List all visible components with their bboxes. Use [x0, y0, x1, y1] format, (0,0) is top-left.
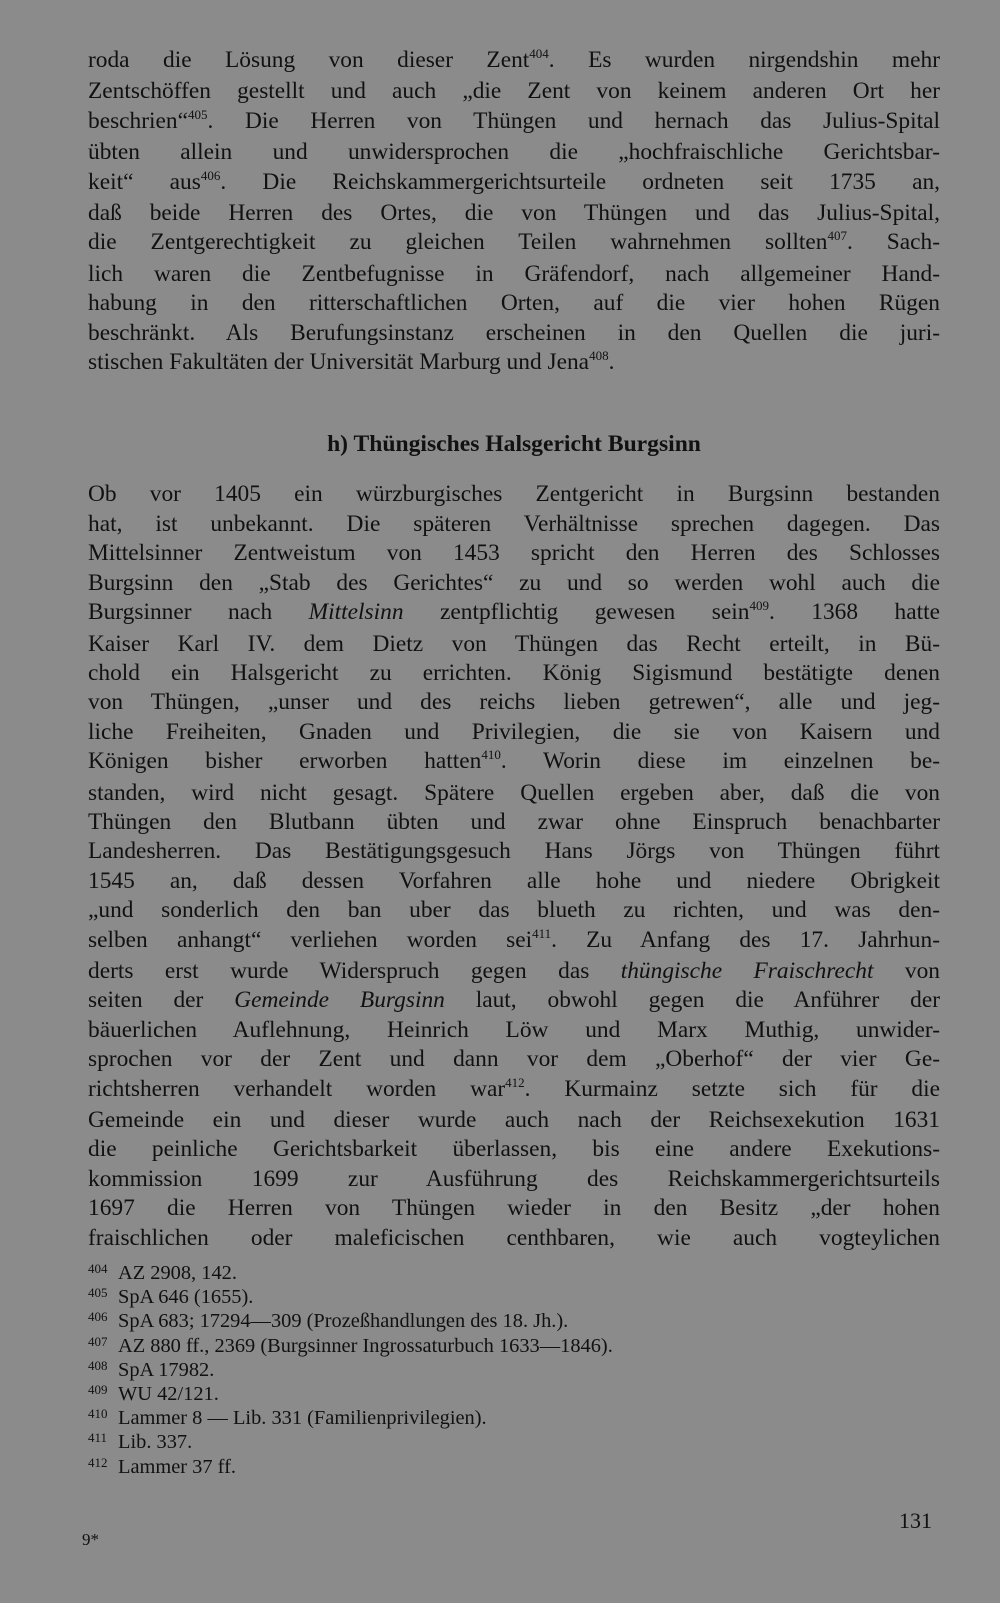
text-line: Thüngen den Blutbann übten und zwar ohne Einspruch benachbarter [88, 808, 940, 835]
footnote-number: 411 [88, 1430, 108, 1446]
footnote-text: Lammer 8 — Lib. 331 (Familienprivilegien). [118, 1407, 487, 1430]
page-body [88, 46, 940, 1253]
text-line: von Thüngen, „unser und des reichs lieben getrewen“, alle und jeg- [88, 689, 940, 716]
paragraph-1 [88, 46, 940, 379]
text-line: fraischlichen oder maleficischen centhbaren, wie auch vogteylichen [88, 1224, 940, 1251]
footnote-text: Lib. 337. [118, 1431, 193, 1454]
footnote-ref: 412 [505, 1074, 525, 1090]
text-line: lich waren die Zentbefugnisse in Gräfendorf, nach allgemeiner Hand- [88, 260, 940, 287]
text-line: die peinliche Gerichtsbarkeit überlassen, bis eine andere Exekutions- [88, 1136, 940, 1163]
signature-mark: 9* [82, 1530, 99, 1549]
footnote-ref: 408 [589, 348, 609, 364]
footnote-number: 409 [88, 1382, 108, 1398]
text-line: sprochen vor der Zent und dann vor dem „Oberhof“ der vier Ge- [88, 1046, 940, 1073]
italic-term: thüngische Fraischrecht [620, 957, 874, 984]
footnote-ref: 409 [749, 598, 769, 614]
text-line: standen, wird nicht gesagt. Spätere Quellen ergeben aber, daß die von [88, 779, 940, 806]
text-line: übten allein und unwidersprochen die „hochfraischliche Gerichtsbar- [88, 139, 940, 166]
text-line: richtsherren verhandelt worden war$^{412}$. Kurmainz setzte sich für die [88, 1074, 941, 1102]
text-line: 1697 die Herren von Thüngen wieder in den Besitz „der hohen [88, 1195, 940, 1222]
footnote-number: 410 [88, 1406, 108, 1422]
italic-term: Gemeinde Burgsinn [234, 987, 445, 1014]
footnote-text: AZ 2908, 142. [118, 1262, 237, 1284]
footnote-ref: 407 [827, 228, 847, 244]
text-line: stischen Fakultäten der Universität Marburg und Jena$^{408}$. [88, 348, 615, 376]
text-line: chold ein Halsgericht zu errichten. König Sigismund bestätigte denen [88, 659, 940, 686]
text-line: „und sonderlich den ban uber das blueth zu richten, und was den- [88, 897, 940, 924]
text-line: Zentschöffen gestellt und auch „die Zent von keinem anderen Ort her [88, 78, 940, 105]
text-line: liche Freiheiten, Gnaden und Privilegien, die sie von Kaisern und [88, 718, 940, 745]
text-line: Kaiser Karl IV. dem Dietz von Thüngen das Recht erteilt, in Bü- [88, 630, 940, 657]
footnote [88, 1456, 940, 1480]
page-number: 131 [899, 1508, 932, 1533]
text-line: keit“ aus$^{406}$. Die Reichskammergerichtsurteile ordneten seit 1735 an, [88, 167, 940, 195]
footnote-number: 404 [88, 1261, 108, 1276]
text-line: Landesherren. Das Bestätigungsgesuch Hans Jörgs von Thüngen führt [88, 838, 940, 865]
text-line: beschränkt. Als Berufungsinstanz erscheinen in den Quellen die juri- [88, 319, 940, 346]
text-line: selben anhangt“ verliehen worden sei$^{411}$. Zu Anfang des 17. Jahrhun- [88, 925, 940, 953]
footnote-text: WU 42/121. [118, 1383, 219, 1406]
footnote-ref: 406 [200, 167, 221, 183]
footnote [88, 1359, 940, 1383]
footnote [88, 1335, 940, 1359]
paragraph-2 [88, 480, 940, 1253]
text-line: Mittelsinner Zentweistum von 1453 spricht den Herren des Schlosses [88, 540, 940, 567]
footnote [88, 1407, 940, 1431]
text-line: die Zentgerechtigkeit zu gleichen Teilen wahrnehmen sollten$^{407}$. Sach- [88, 228, 940, 256]
footnotes [88, 1262, 940, 1480]
text-line: Königen bisher erworben hatten$^{410}$. Worin diese im einzelnen be- [88, 747, 941, 775]
text-line: habung in den ritterschaftlichen Orten, auf die vier hohen Rügen [88, 290, 940, 317]
text-line: bäuerlichen Auflehnung, Heinrich Löw und Marx Muthig, unwider- [88, 1016, 940, 1043]
text-line: kommission 1699 zur Ausführung des Reichskammergerichtsurteils [88, 1165, 940, 1192]
footnote-text: AZ 880 ff., 2369 (Burgsinner Ingrossaturbuch 1633—1846). [118, 1334, 613, 1357]
text-line: beschrien“$^{405}$. Die Herren von Thüngen und hernach das Julius-Spital [88, 106, 940, 134]
text-line: Burgsinner nach Mittelsinn zentpflichtig gewesen sein$^{409}$. 1368 hatte [88, 598, 941, 626]
footnote-text: SpA 683; 17294—309 (Prozeßhandlungen des 18. Jh.). [118, 1310, 569, 1333]
text-line: derts erst wurde Widerspruch gegen das thüngische Fraischrecht von [88, 957, 940, 984]
footnote-ref: 410 [481, 747, 501, 763]
footnote [88, 1431, 940, 1455]
footnote-ref: 405 [188, 106, 208, 122]
footnote-ref: 411 [532, 925, 552, 941]
footnote-text: SpA 17982. [118, 1358, 215, 1381]
text-line: Burgsinn den „Stab des Gerichtes“ zu und so werden wohl auch die [88, 569, 940, 596]
footnote-number: 406 [88, 1309, 108, 1325]
footnote-text: Lammer 37 ff. [118, 1455, 236, 1478]
italic-term: Mittelsinn [308, 599, 404, 626]
text-line: hat, ist unbekannt. Die späteren Verhältnisse sprechen dagegen. Das [88, 510, 940, 537]
section-heading: h) Thüngisches Halsgericht Burgsinn [327, 431, 701, 458]
footnote-text: SpA 646 (1655). [118, 1286, 254, 1309]
text-line: roda die Lösung von dieser Zent$^{404}$. Es wurden nirgendshin mehr [88, 46, 940, 73]
text-line: Ob vor 1405 ein würzburgisches Zentgericht in Burgsinn bestanden [88, 481, 940, 508]
footnote [88, 1286, 940, 1310]
footnote-number: 405 [88, 1285, 108, 1301]
footnote-number: 408 [88, 1357, 108, 1373]
footnote [88, 1310, 940, 1334]
footnote [88, 1383, 940, 1407]
footnote [88, 1262, 940, 1286]
footnote-ref: 404 [529, 46, 549, 61]
text-line: seiten der Gemeinde Burgsinn laut, obwohl gegen die Anführer der [88, 987, 941, 1014]
text-line: Gemeinde ein und dieser wurde auch nach der Reichsexekution 1631 [88, 1107, 940, 1133]
text-line: 1545 an, daß dessen Vorfahren alle hohe und niedere Obrigkeit [88, 867, 940, 894]
footnote-number: 412 [88, 1454, 108, 1470]
footnote-number: 407 [88, 1333, 108, 1349]
text-line: daß beide Herren des Ortes, die von Thüngen und das Julius-Spital, [88, 200, 940, 227]
